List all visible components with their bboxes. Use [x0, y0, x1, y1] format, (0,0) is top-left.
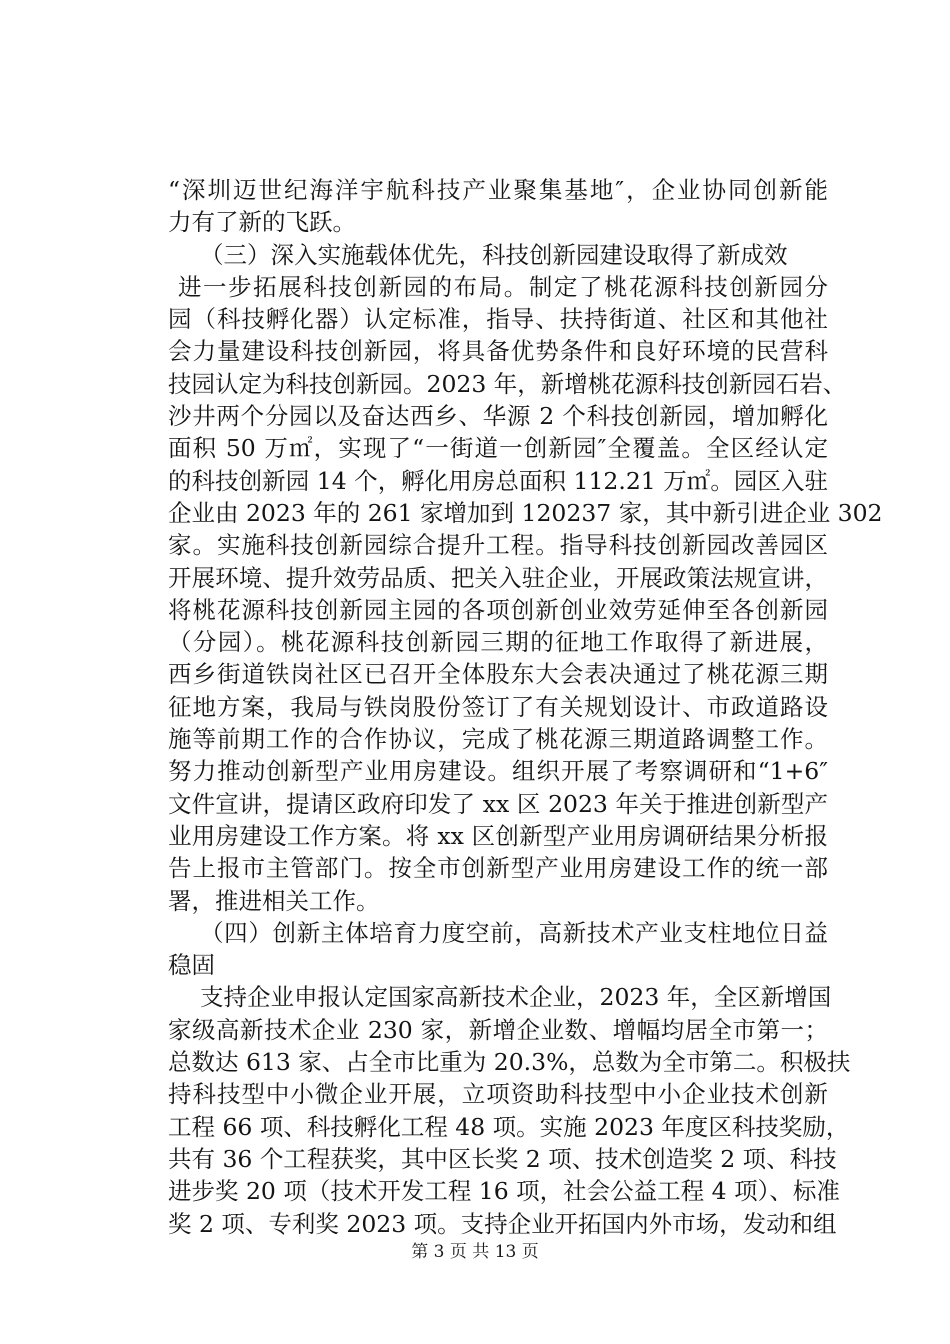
text-line: 进步奖 20 项（技术开发工程 16 项，社会公益工程 4 项）、标准	[168, 1177, 840, 1206]
text-line: 的科技创新园 14 个，孵化用房总面积 112.21 万㎡。园区入驻	[168, 466, 828, 495]
text-line: 家。实施科技创新园综合提升工程。指导科技创新园改善园区	[168, 531, 828, 560]
text-line: 园（科技孵化器）认定标准，指导、扶持街道、社区和其他社	[168, 305, 828, 334]
text-line: 将桃花源科技创新园主园的各项创新创业效劳延伸至各创新园	[168, 595, 828, 624]
text-line: 奖 2 项、专利奖 2023 项。支持企业开拓国内外市场，发动和组	[168, 1209, 837, 1238]
text-line: 家级高新技术企业 230 家，新增企业数、增幅均居全市第一；	[168, 1015, 828, 1044]
text-line: 沙井两个分园以及奋达西乡、华源 2 个科技创新园，增加孵化	[168, 402, 828, 431]
text-line: 文件宣讲，提请区政府印发了 xx 区 2023 年关于推进创新型产	[168, 789, 828, 818]
text-line: 施等前期工作的合作协议，完成了桃花源三期道路调整工作。	[168, 725, 828, 754]
text-line: 力有了新的飞跃。	[168, 208, 356, 237]
text-line: 共有 36 个工程获奖，其中区长奖 2 项、技术创造奖 2 项、科技	[168, 1144, 837, 1173]
text-line: 业用房建设工作方案。将 xx 区创新型产业用房调研结果分析报	[168, 821, 828, 850]
text-line: 西乡街道铁岗社区已召开全体股东大会表决通过了桃花源三期	[168, 660, 828, 689]
text-line: 会力量建设科技创新园，将具备优势条件和良好环境的民营科	[168, 337, 828, 366]
text-line: 技园认定为科技创新园。2023 年，新增桃花源科技创新园石岩、	[168, 369, 847, 398]
text-line: 工程 66 项、科技孵化工程 48 项。实施 2023 年度区科技奖励，	[168, 1112, 850, 1141]
text-line: （三）深入实施载体优先，科技创新园建设取得了新成效	[200, 240, 788, 269]
text-line: 支持企业申报认定国家高新技术企业，2023 年，全区新增国	[200, 983, 832, 1012]
text-line: 总数达 613 家、占全市比重为 20.3%，总数为全市第二。积极扶	[168, 1048, 851, 1077]
text-line: “深圳迈世纪海洋宇航科技产业聚集基地″，企业协同创新能	[168, 176, 828, 204]
text-line: 努力推动创新型产业用房建设。组织开展了考察调研和“1+6″	[168, 757, 828, 786]
text-line: 稳固	[168, 951, 215, 980]
text-line: （分园）。桃花源科技创新园三期的征地工作取得了新进展，	[168, 628, 828, 657]
page-footer: 第 3 页 共 13 页	[411, 1242, 539, 1262]
text-line: 企业由 2023 年的 261 家增加到 120237 家，其中新引进企业 302	[168, 498, 883, 527]
text-line: 进一步拓展科技创新园的布局。制定了桃花源科技创新园分	[178, 272, 828, 301]
text-line: （四）创新主体培育力度空前，高新技术产业支柱地位日益	[200, 918, 828, 947]
text-line: 面积 50 万㎡，实现了“一街道一创新园″全覆盖。全区经认定	[168, 434, 828, 463]
text-line: 署，推进相关工作。	[168, 886, 380, 915]
text-line: 开展环境、提升效劳品质、把关入驻企业，开展政策法规宣讲，	[168, 563, 828, 592]
text-line: 告上报市主管部门。按全市创新型产业用房建设工作的统一部	[168, 854, 828, 883]
text-line: 持科技型中小微企业开展，立项资助科技型中小企业技术创新	[168, 1080, 828, 1109]
text-line: 征地方案，我局与铁岗股份签订了有关规划设计、市政道路设	[168, 692, 828, 721]
document-body	[168, 174, 883, 1240]
